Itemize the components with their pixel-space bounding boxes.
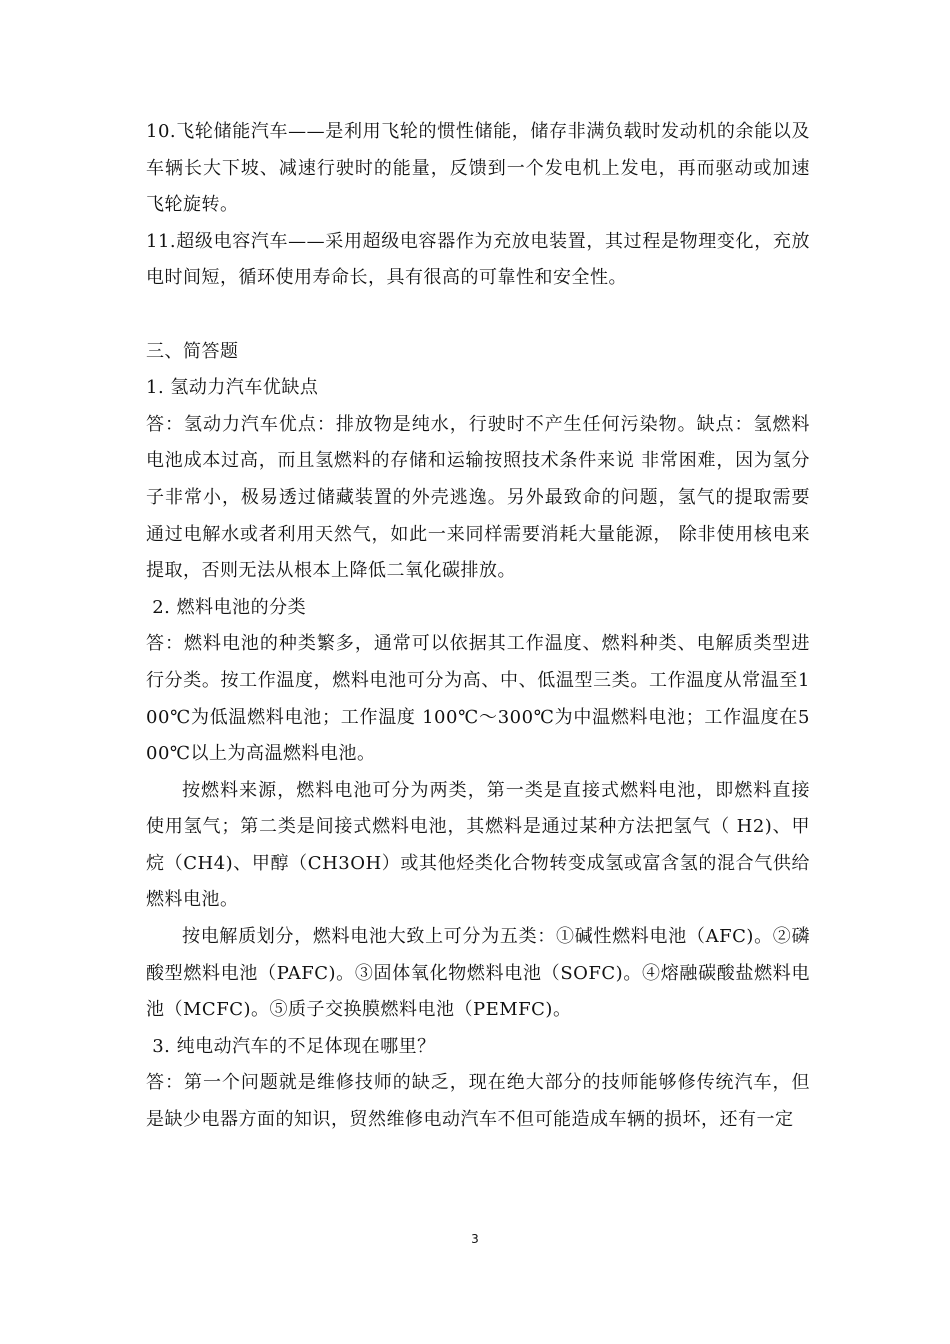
- question-2-answer-part-3: 按电解质划分，燃料电池大致上可分为五类：①碱性燃料电池（AFC)。②磷酸型燃料电池（PAFC)。③固体氧化物燃料电池（SOFC)。④熔融碳酸盐燃料电池（MCFC)。⑤质子交换膜燃料电池（PEMFC)。: [146, 926, 810, 1021]
- question-3-title: 3. 纯电动汽车的不足体现在哪里？: [146, 1035, 436, 1057]
- blank-line: [146, 297, 810, 334]
- question-2-title: 2. 燃料电池的分类: [146, 596, 307, 618]
- question-1-answer: 答：氢动力汽车优点：排放物是纯水，行驶时不产生任何污染物。缺点：氢燃料电池成本过高，而且氢燃料的存储和运输按照技术条件来说 非常困难，因为氢分子非常小，极易透过储藏装置的外壳逃逸。另外最致命的问题，氢气的提取需要通过电解水或者利用天然气，如此一来同样需要消耗大量能源， 除非使用核电来提取，否则无法从根本上降低二氧化碳排放。: [146, 413, 810, 582]
- question-3-answer: 答：第一个问题就是维修技师的缺乏，现在绝大部分的技师能够修传统汽车，但是缺少电器方面的知识，贸然维修电动汽车不但可能造成车辆的损坏，还有一定: [146, 1072, 810, 1131]
- question-2-answer-part-2: 按燃料来源，燃料电池可分为两类，第一类是直接式燃料电池，即燃料直接使用氢气；第二类是间接式燃料电池，其燃料是通过某种方法把氢气（ H2)、甲烷（CH4)、甲醇（CH3OH）或其他烃类化合物转变成氢或富含氢的混合气供给燃料电池。: [146, 779, 810, 911]
- page-number: 3: [471, 1232, 479, 1246]
- section-heading: 三、简答题: [146, 340, 239, 362]
- question-2-answer-part-1: 答：燃料电池的种类繁多，通常可以依据其工作温度、燃料种类、电解质类型进行分类。按工作温度，燃料电池可分为高、中、低温型三类。工作温度从常温至100℃为低温燃料电池；工作温度 100℃～300℃为中温燃料电池；工作温度在500℃以上为高温燃料电池。: [146, 633, 810, 765]
- term-10-paragraph: 10.飞轮储能汽车——是利用飞轮的惯性储能，储存非满负载时发动机的余能以及车辆长大下坡、减速行驶时的能量，反馈到一个发电机上发电，再而驱动或加速飞轮旋转。: [146, 121, 810, 216]
- term-11-paragraph: 11.超级电容汽车——采用超级电容器作为充放电装置，其过程是物理变化，充放电时间短，循环使用寿命长，具有很高的可靠性和安全性。: [146, 230, 810, 289]
- question-1-title: 1. 氢动力汽车优缺点: [146, 377, 319, 399]
- page-content: [146, 114, 810, 1139]
